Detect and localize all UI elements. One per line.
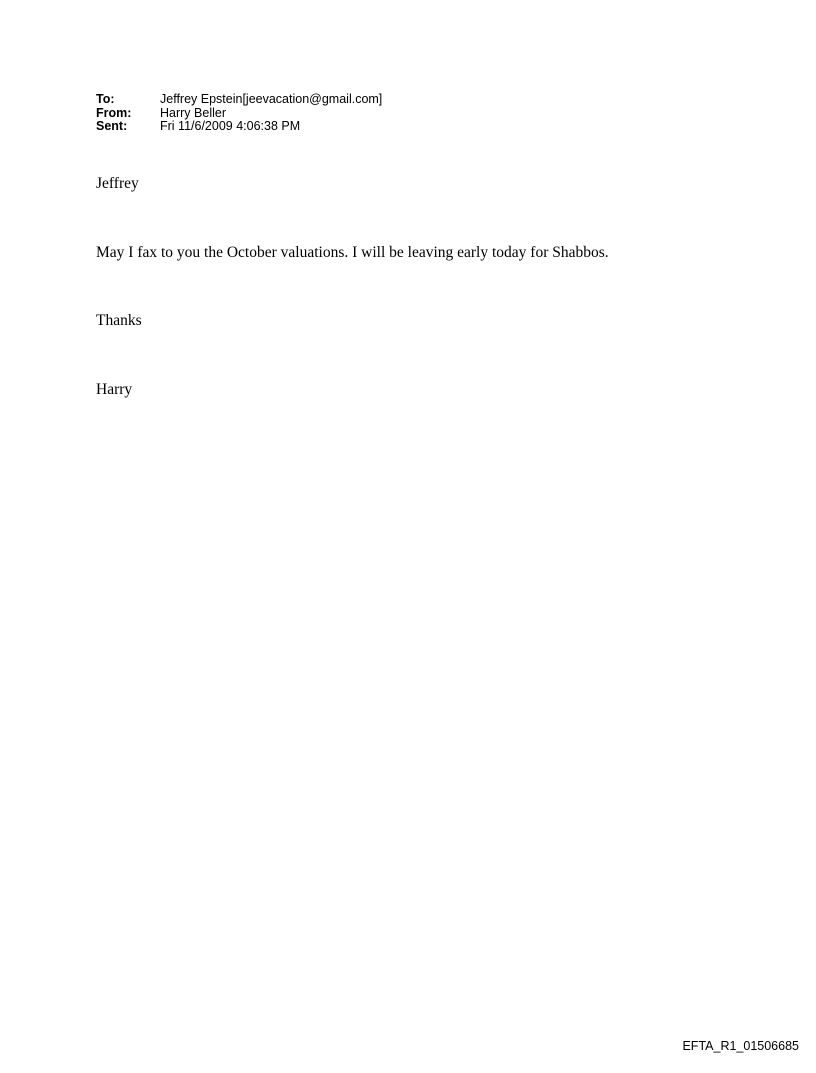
from-row [96, 107, 382, 121]
salutation: Jeffrey [96, 175, 139, 192]
message-text: May I fax to you the October valuations. I will be leaving early today for Shabbos. [96, 244, 609, 261]
from-value: Harry Beller [160, 105, 226, 120]
sent-label: Sent: [96, 119, 128, 133]
to-row [96, 93, 382, 107]
closing: Thanks [96, 312, 142, 329]
from-label: From: [96, 105, 132, 120]
email-header [96, 93, 382, 134]
sent-value: Fri 11/6/2009 4:06:38 PM [160, 119, 301, 133]
sent-row [96, 120, 382, 134]
to-label: To: [96, 92, 115, 106]
document-id: EFTA_R1_01506685 [682, 1039, 799, 1053]
signature: Harry [96, 381, 133, 398]
to-value: Jeffrey Epstein[jeevacation@gmail.com] [160, 92, 383, 106]
